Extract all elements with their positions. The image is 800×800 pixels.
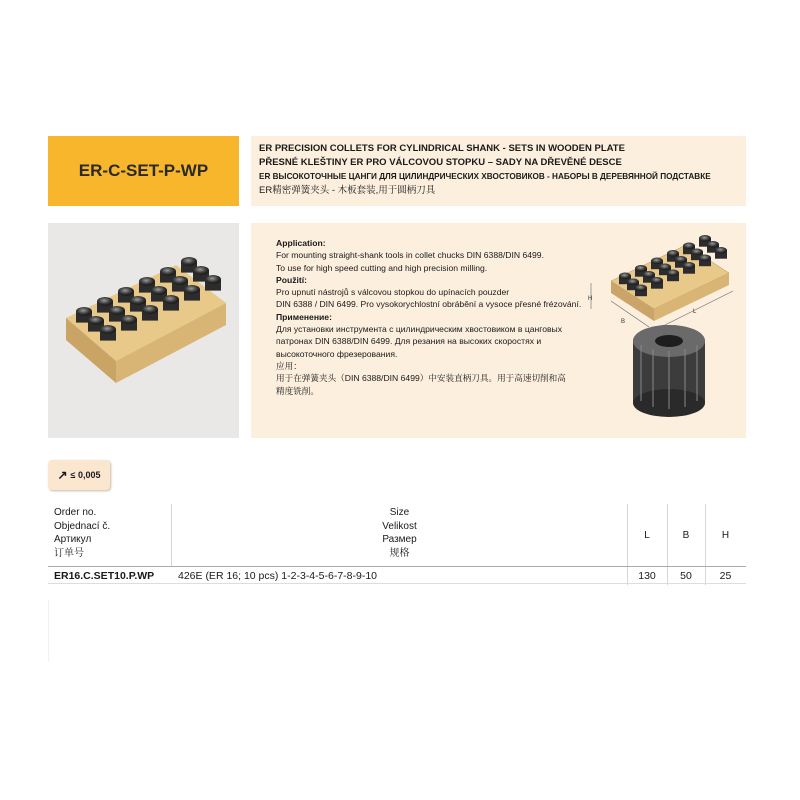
application-heading-ru: Применение: [276, 311, 332, 322]
dimension-h-label: H [588, 296, 593, 302]
collet-top-icon [109, 306, 125, 315]
collet-top-icon [193, 266, 209, 275]
dimension-l-label: L [693, 309, 697, 315]
title-panel [251, 136, 746, 206]
collet-top-icon [635, 265, 647, 272]
collet-top-icon [651, 258, 663, 265]
collet-top-icon [627, 279, 639, 286]
size-header-zh: 规格 [389, 547, 410, 559]
collet-top-icon [691, 249, 703, 256]
application-ru-line: Для установки инструмента с цилиндрическим хвостовиком в цанговых [276, 324, 563, 335]
title-en: ER PRECISION COLLETS FOR CYLINDRICAL SHANK - SETS IN WOODEN PLATE [259, 143, 625, 154]
collet-top-icon [683, 262, 695, 269]
collet-top-icon [172, 276, 188, 285]
order-header-zh: 订单号 [54, 547, 84, 559]
size-header-ru: Размер [382, 534, 417, 545]
collet-top-icon [699, 255, 711, 262]
collet-top-icon [619, 273, 631, 280]
collet-top-icon [100, 325, 116, 334]
collet-top-icon [205, 275, 221, 284]
collet-top-icon [715, 247, 727, 254]
table-row [48, 566, 746, 584]
order-header-cz: Objednací č. [54, 520, 111, 532]
collet-top-icon [181, 257, 197, 266]
collet-top-icon [151, 286, 167, 295]
application-text [276, 237, 596, 397]
title-ru: ER ВЫСОКОТОЧНЫЕ ЦАНГИ ДЛЯ ЦИЛИНДРИЧЕСКИХ ХВОСТОВИКОВ - НАБОРЫ В ДЕРЕВЯННОЙ ПОДСТАВКЕ [259, 172, 711, 181]
order-header [54, 506, 110, 560]
order-number: ER16.C.SET10.P.WP [54, 570, 155, 582]
application-heading-en: Application: [276, 238, 326, 248]
collet-top-icon [142, 305, 158, 314]
product-photo [48, 223, 239, 438]
application-panel [251, 223, 746, 438]
title-cz: PŘESNÉ KLEŠTINY ER PRO VÁLCOVOU STOPKU – SADY NA DŘEVĚNÉ DESCE [259, 157, 622, 168]
height-header: H [721, 529, 730, 541]
collet-top-icon [121, 315, 137, 324]
size-header-en: Size [389, 507, 410, 518]
collet-top-icon [659, 264, 671, 271]
height-value: 25 [719, 570, 732, 582]
product-code-box [48, 136, 239, 206]
title-zh: ER精密弹簧夹头 - 木板套装,用于圆柄刀具 [259, 185, 436, 196]
collet-closeup-icon [633, 325, 705, 417]
collet-top-icon [683, 243, 695, 250]
runout-tolerance-value: ≤ 0,005 [70, 470, 101, 480]
width-value: 50 [680, 570, 692, 582]
collet-top-icon [139, 277, 155, 286]
dimension-b-label: B [621, 319, 626, 325]
application-cz-line: Pro upnutí nástrojů s válcovou stopkou do upínacích pouzder [276, 287, 510, 298]
collet-top-icon [88, 316, 104, 325]
runout-arrow-icon: ↗ [57, 468, 68, 482]
collet-top-icon [643, 271, 655, 278]
length-header: L [644, 529, 650, 541]
application-ru-line: патронах DIN 6388/DIN 6499. Для резания на высоких скоростях и [276, 336, 542, 347]
order-header-en: Order no. [54, 507, 97, 518]
dimension-diagram [581, 231, 741, 431]
size-header-cz: Velikost [382, 520, 417, 532]
runout-tolerance-badge [48, 460, 110, 490]
size-header [172, 506, 627, 560]
product-table [48, 504, 746, 584]
collet-top-icon [76, 307, 92, 316]
size-value: 426E (ER 16; 10 pcs) 1-2-3-4-5-6-7-8-9-10 [178, 570, 378, 582]
application-ru-line: высокоточного фрезерования. [276, 348, 398, 359]
collet-top-icon [675, 256, 687, 263]
collet-top-icon [184, 285, 200, 294]
collet-top-icon [667, 270, 679, 277]
collet-top-icon [163, 295, 179, 304]
collet-top-icon [635, 285, 647, 292]
collet-top-icon [699, 235, 711, 242]
application-heading-cz: Použití: [276, 274, 308, 285]
application-zh-line: 精度铣削。 [276, 385, 319, 396]
product-code: ER-C-SET-P-WP [78, 161, 209, 180]
order-header-ru: Артикул [54, 534, 92, 545]
application-cz-line: DIN 6388 / DIN 6499. Pro vysokorychlostní obrábění a vysoce přesné frézování. [276, 299, 582, 310]
table-header [48, 504, 746, 566]
application-heading-zh: 应用： [276, 360, 302, 371]
collet-top-icon [707, 241, 719, 248]
application-en-line: For mounting straight-shank tools in collet chucks DIN 6388/DIN 6499. [276, 250, 544, 261]
width-header: B [682, 529, 690, 541]
collet-top-icon [667, 250, 679, 257]
collet-top-icon [118, 287, 134, 296]
collet-top-icon [160, 267, 176, 276]
length-value: 130 [638, 570, 656, 582]
collet-top-icon [130, 296, 146, 305]
application-zh-line: 用于在弹簧夹头（DIN 6388/DIN 6499）中安装直柄刀具。用于高速切削和高 [276, 373, 566, 384]
collet-top-icon [651, 277, 663, 284]
application-en-line: To use for high speed cutting and high precision milling. [276, 262, 488, 273]
collet-set-photo [48, 223, 239, 438]
collet-top-icon [97, 297, 113, 306]
